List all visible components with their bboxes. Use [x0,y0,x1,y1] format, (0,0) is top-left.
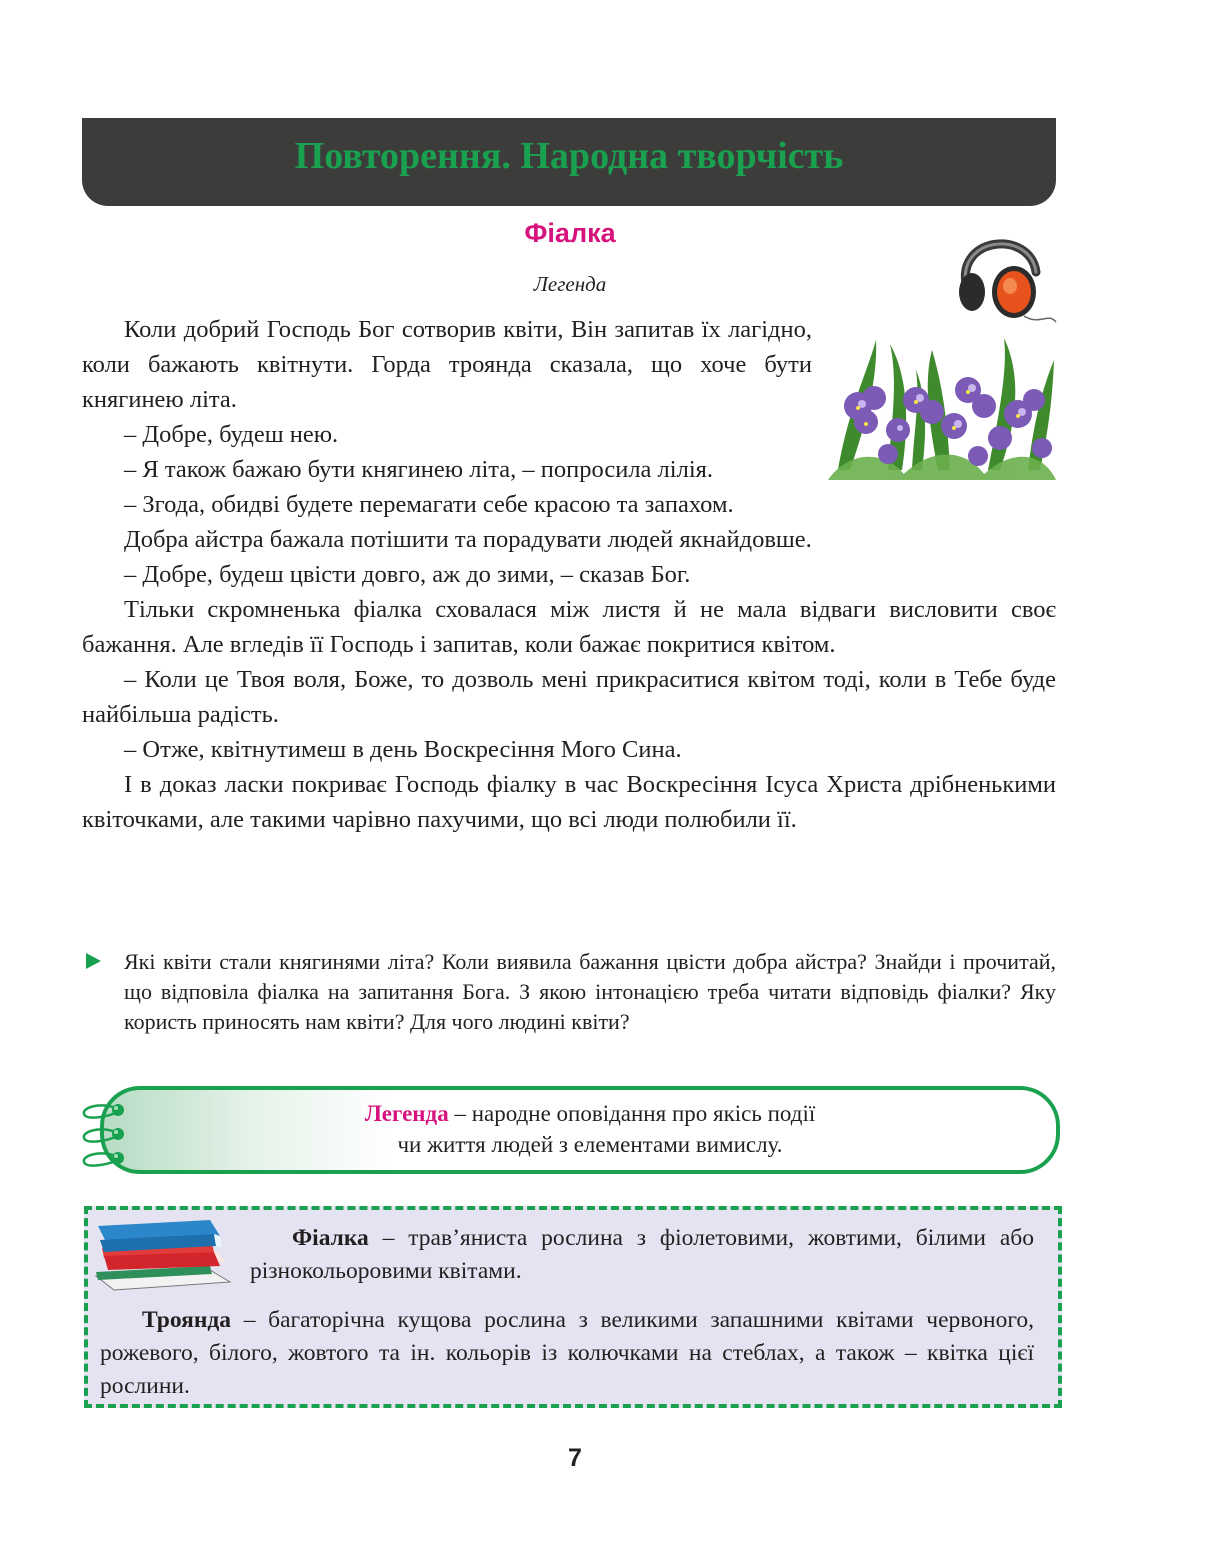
notebook-rings-icon [78,1090,132,1170]
books-icon [92,1212,237,1294]
story-paragraph: – Добре, будеш цвісти довго, аж до зими, – сказав Бог. [124,561,691,588]
glossary-term: Фіалка [292,1225,369,1251]
title-bar [82,118,1056,206]
story-paragraph: – Добре, будеш нею. [124,421,339,448]
glossary-entry [100,1304,1034,1403]
story-paragraph: І в доказ ласки покриває Господь фіалку в час Воскресіння Ісуса Христа дрібненькими квіточками, але такими чарівно пахучими, що всі люди полюбили її. [82,771,1056,833]
glossary-entry [250,1222,1034,1288]
story-paragraph: – Згода, обидві будете перемагати себе красою та запахом. [124,491,734,518]
definition-term: Легенда [364,1101,449,1126]
definition-text [150,1098,1030,1160]
story-paragraph: Добра айстра бажала потішити та порадувати людей якнайдовше. [124,526,812,553]
page-title: Повторення. Народна творчість [294,135,844,177]
definition-line1: – народне оповідання про якісь події [448,1101,816,1126]
story-title: Фіалка [524,218,616,248]
glossary-term: Троянда [142,1307,232,1333]
story-paragraph: – Коли це Твоя воля, Боже, то дозволь мені прикраситися квітом тоді, коли в Тебе буде найбільша радість. [82,666,1056,728]
definition-line2: чи життя людей з елементами вимислу. [397,1132,783,1157]
story-paragraph: Коли добрий Господь Бог сотворив квіти, Він запитав їх лагідно, коли бажають квітнути. Горда троянда сказала, що хоче бути княгинею літа. [82,316,812,413]
glossary-text: – трав’яниста рослина з фіолетовими, жовтими, білими або різнокольоровими квітами. [250,1225,1034,1284]
headphones-icon [944,226,1059,326]
story-paragraph: Тільки скромненька фіалка сховалася між листя й не мала відваги висловити своє бажання. Але вгледів її Господь і запитав, коли бажає покритися квітом. [82,596,1056,658]
story-text [82,312,1056,837]
story-paragraph: – Отже, квітнутимеш в день Воскресіння Мого Сина. [124,736,682,763]
story-paragraph: – Я також бажаю бути княгинею літа, – попросила лілія. [124,456,714,483]
questions-text: Які квіти стали княгинями літа? Коли виявила бажання цвісти добра айстра? Знайди і прочитай, що відповіла фіалка на запитання Бога. З якою інтонацією треба читати відповідь фіалки? Яку користь приносять нам квіти? Для чого людині квіти? [124,949,1056,1034]
page-number: 7 [568,1444,582,1472]
story-genre: Легенда [533,272,607,296]
glossary-text: – багаторічна кущова рослина з великими запашними квітами червоного, рожевого, білого, жовтого та ін. кольорів із колючками на стеблах, а також – квітка цієї рослини. [100,1307,1034,1399]
arrow-bullet-icon [86,953,101,969]
